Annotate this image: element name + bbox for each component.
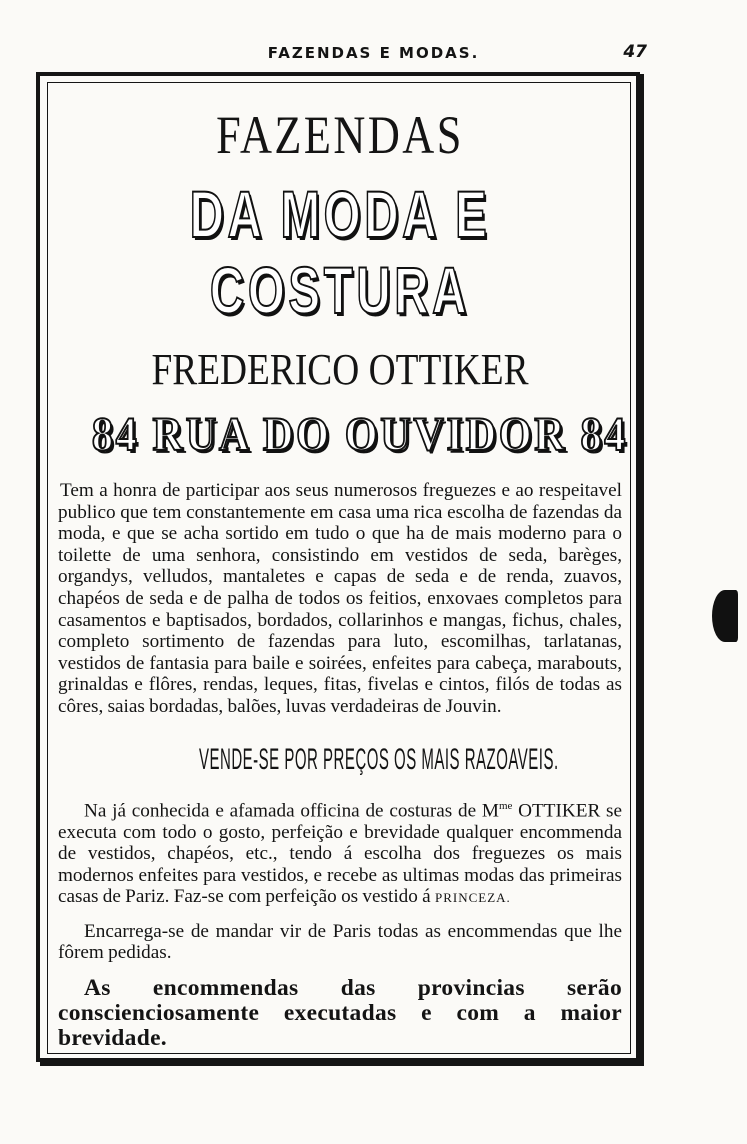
paragraph-orders: Encarrega-se de mandar vir de Paris todas as encommendas que lhe fôrem pedidas. xyxy=(58,920,622,964)
ink-blot xyxy=(712,590,738,642)
paragraph-workshop xyxy=(58,796,622,909)
paragraph-workshop-superscript: me xyxy=(498,799,513,812)
shop-address: 84 RUA DO OUVIDOR 84 xyxy=(91,408,629,461)
paragraph-provinces: As encommendas das provincias serão conscienciosamente executadas e com a maior brevidade. xyxy=(58,975,622,1052)
advert-title-fazendas: FAZENDAS xyxy=(216,105,464,165)
advert-title-moda-costura: DA MODA E COSTURA xyxy=(189,177,491,327)
slogan-prices: VENDE-SE POR PREÇOS OS MAIS RAZOAVEIS. xyxy=(199,742,559,776)
paragraph-workshop-body: OTTIKER se executa com todo o gosto, perfeição e brevidade qualquer encommenda de vestidos, chapéos, etc., tendo á escolha dos freguezes os mais modernos enfeites para vestidos, e recebe as ultimas modas das primeiras casas de Pariz. Faz-se com perfeição os vestido á xyxy=(58,799,623,908)
running-title: FAZENDAS E MODAS. xyxy=(267,44,480,62)
advert-content xyxy=(58,104,629,1052)
running-header xyxy=(0,40,747,66)
border-shadow-right xyxy=(640,74,644,1066)
paragraph-products: Tem a honra de participar aos seus numerosos freguezes e ao respeitavel publico que tem constantemente em casa uma rica escolha de fazendas da moda, e que se acha sortido em tudo o que ha de mais moderno para o toilette de uma senhora, consistindo em vestidos de seda, barèges, organdys, velludos, mantaletes e capas de seda e de renda, zuavos, chapéos de seda e de palha de todos os feitios, enxovaes completos para casamentos e baptisados, bordados, collarinhos e mangas, fichus, chales, completo sortimento de fazendas para luto, escomilhas, tarlatanas, vestidos de fantasia para baile e soirées, enfeites para cabeça, marabouts, grinaldas e flôres, rendas, leques, fitas, fivelas e cintos, filós de todas as côres, saias bordadas, balões, luvas verdadeiras de Jouvin. xyxy=(58,480,622,717)
page-number: 47 xyxy=(623,42,647,62)
proprietor-name: FREDERICO OTTIKER xyxy=(151,345,529,394)
border-shadow-bottom xyxy=(40,1062,644,1066)
paragraph-workshop-start: Na já conhecida e afamada officina de costuras de M xyxy=(84,799,499,821)
paragraph-workshop-princeza: PRINCEZA. xyxy=(434,890,511,906)
